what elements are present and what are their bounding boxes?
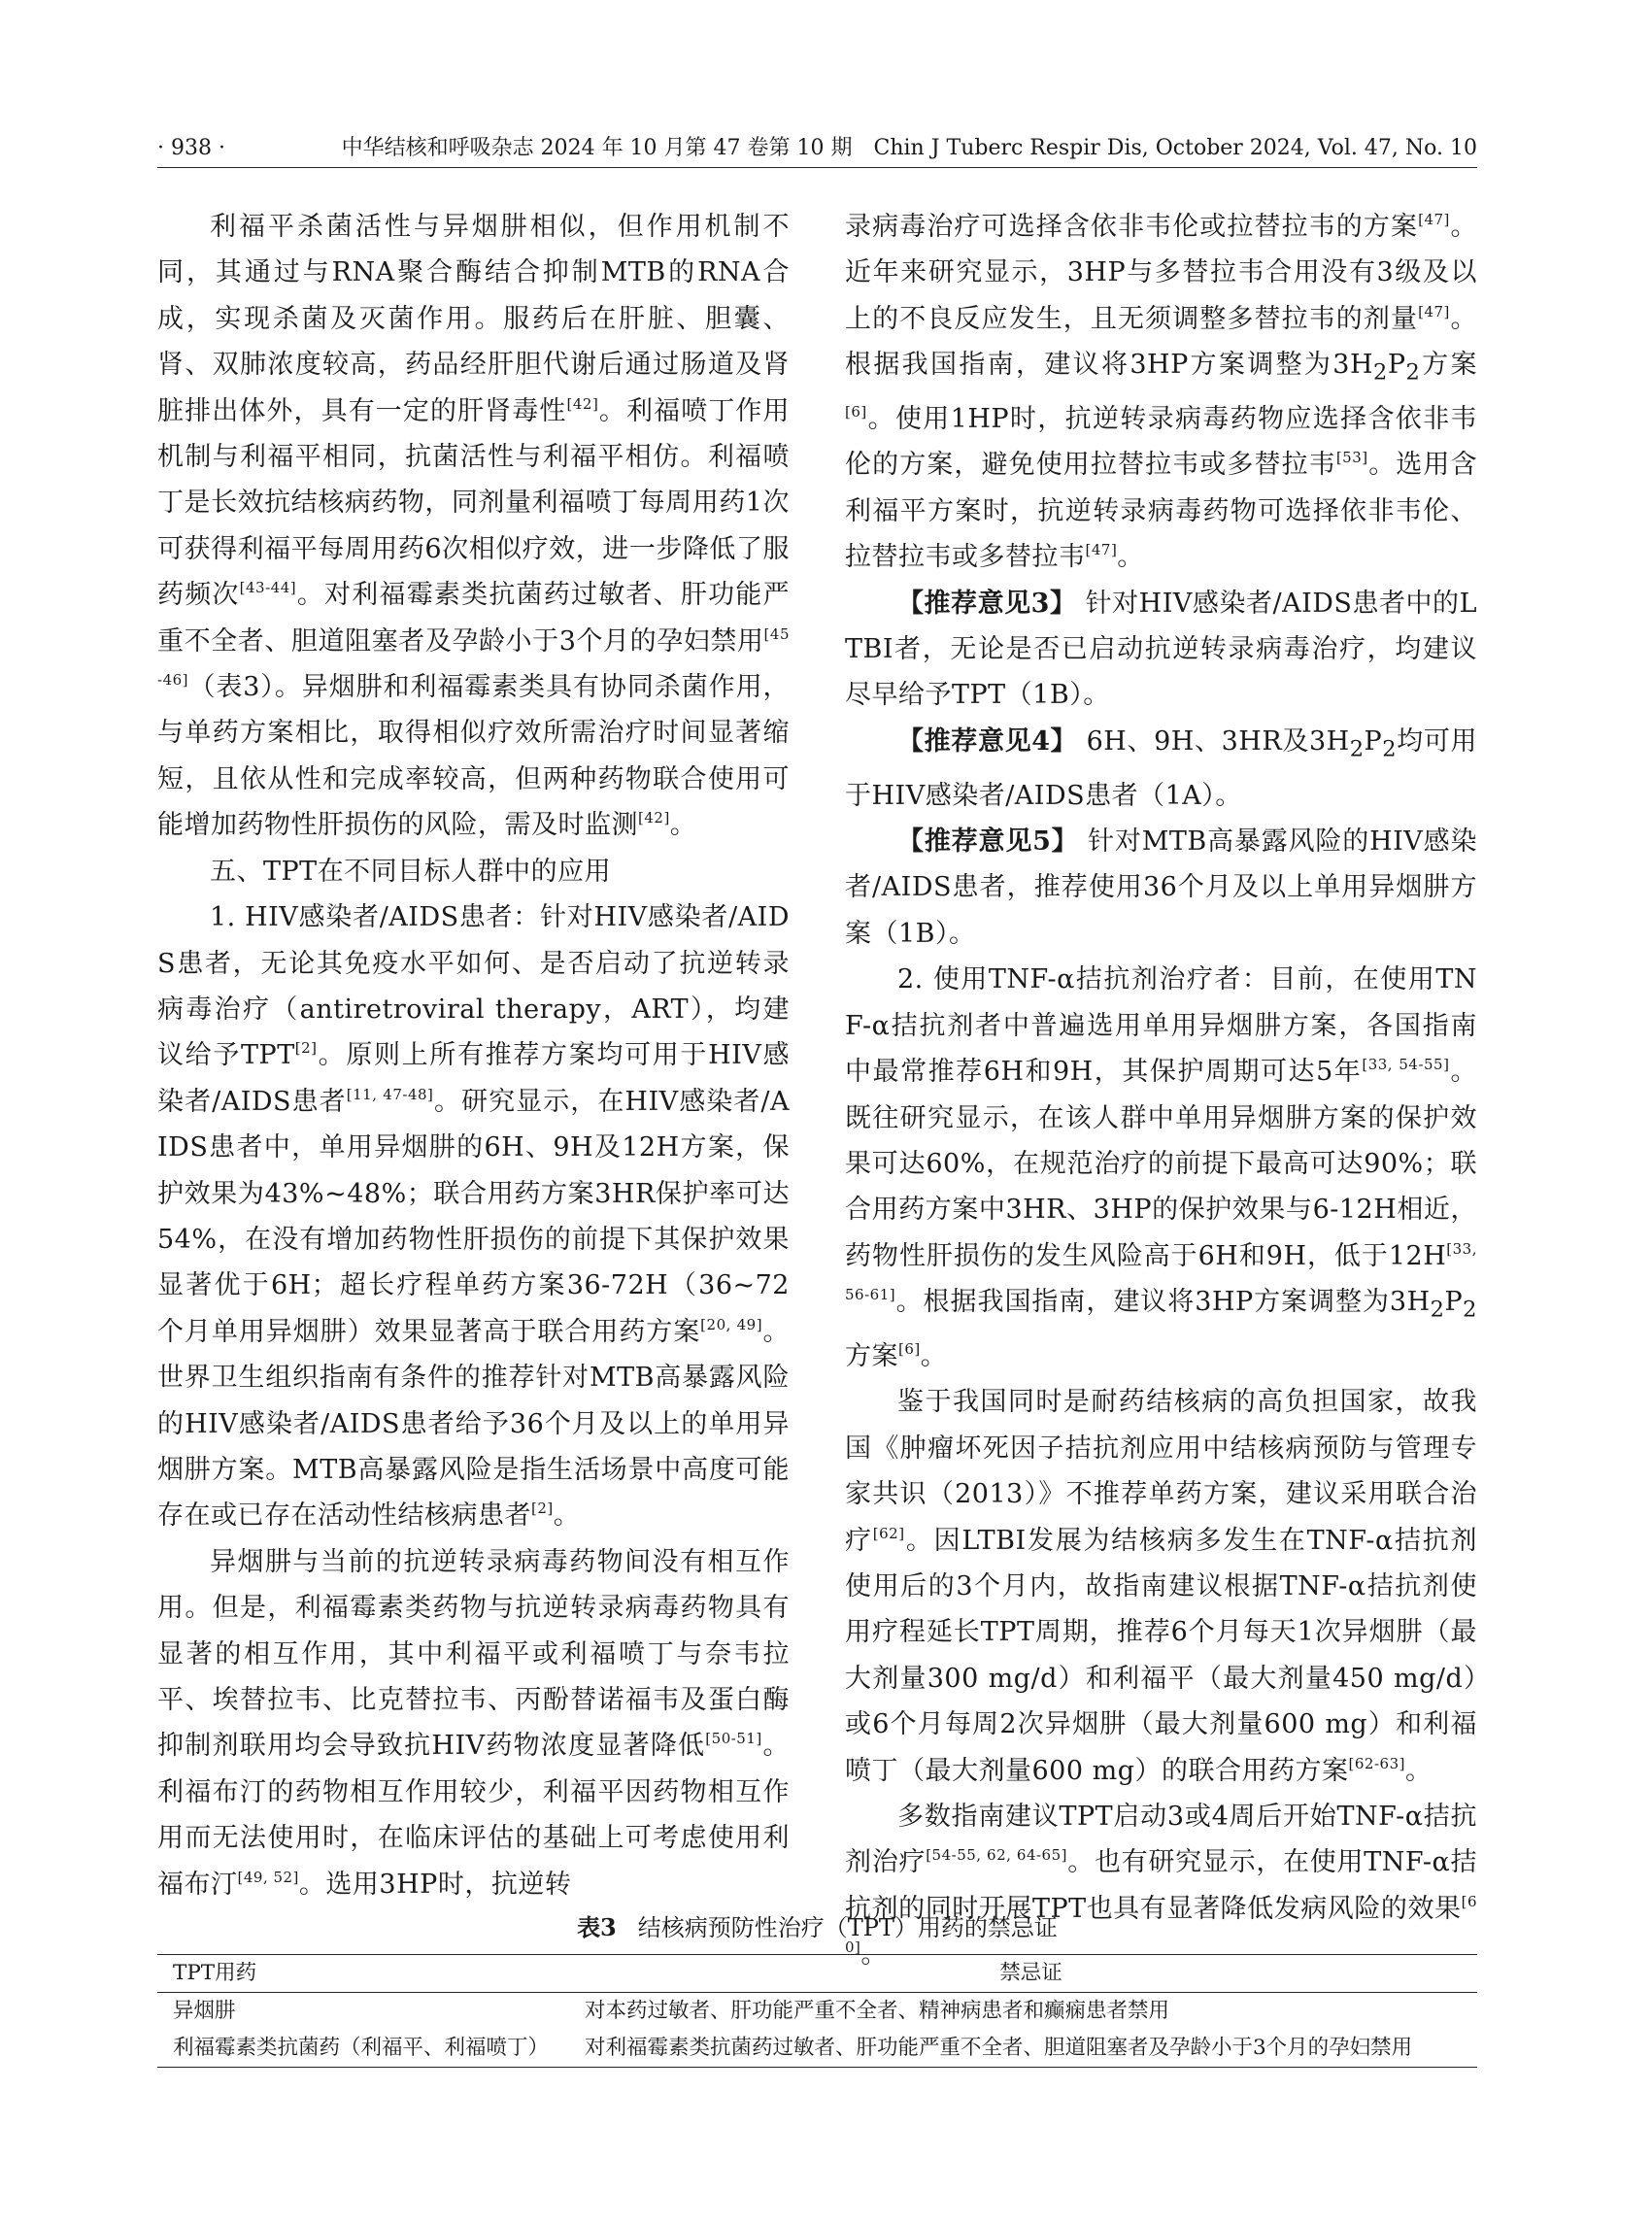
reference: [20, 49] xyxy=(700,1315,763,1333)
reference: [11, 47-48] xyxy=(346,1085,434,1103)
recommendation-5: 【推荐意见5】 针对MTB高暴露风险的HIV感染者/AIDS患者，推荐使用36个月及以上单用异烟肼方案（1B）。 xyxy=(845,826,1477,949)
table-header-row xyxy=(157,1954,1477,1992)
table-cell: 对本药过敏者、肝功能严重不全者、精神病患者和癫痫患者禁用 xyxy=(585,1999,1170,2023)
reference: [62] xyxy=(872,1524,905,1542)
reference: [42] xyxy=(566,394,599,413)
reference: [6] xyxy=(845,403,867,421)
reference: [6] xyxy=(898,1339,921,1358)
paragraph-hiv: 1. HIV感染者/AIDS患者：针对HIV感染者/AIDS患者，无论其免疫水平如何、是否启动了抗逆转录病毒治疗（antiretroviral therapy，ART），均建议给予TPT[2]。原则上所有推荐方案均可用于HIV感染者/AIDS患者[11, 47-48]。研究显示，在HIV感染者/AIDS患者中，单用异烟肼的6H、9H及12H方案，保护效果为43%~48%；联合用药方案3HR保护率可达54%，在没有增加药物性肝损伤的前提下其保护效果显著优于6H；超长疗程单药方案36-72H（36~72个月单用异烟肼）效果显著高于联合用药方案[20, 49]。世界卫生组织指南有条件的推荐针对MTB高暴露风险的HIV感染者/AIDS患者给予36个月及以上的单用异烟肼方案。MTB高暴露风险是指生活场景中高度可能存在或已存在活动性结核病患者[2]。 xyxy=(157,902,791,1532)
reference: [50-51] xyxy=(705,1730,762,1748)
header-rule xyxy=(157,167,1477,168)
paragraph-tnf: 2. 使用TNF-α拮抗剂治疗者：目前，在使用TNF-α拮抗剂者中普遍选用单用异烟肼方案，各国指南中最常推荐6H和9H，其保护周期可达5年[33, 54-55]。既往研究显示，在该人群中单用异烟肼方案的保护效果可达60%，在规范治疗的前提下最高可达90%；联合用药方案中3HR、3HP的保护效果与6-12H相近，药物性肝损伤的发生风险高于6H和9H，低于12H[33, 56-61]。根据我国指南，建议将3HP方案调整为$3H_2P_2$方案[6]。 xyxy=(845,964,1477,1371)
table-row xyxy=(157,1992,1477,2030)
recommendation-4: 【推荐意见4】 6H、9H、3HR及$3H_2P_2$均可用于HIV感染者/AIDS患者（1A）。 xyxy=(845,725,1477,811)
reference: [47] xyxy=(1418,211,1450,228)
paragraph-rifampicin: 利福平杀菌活性与异烟肼相似，但作用机制不同，其通过与RNA聚合酶结合抑制MTB的RNA合成，实现杀菌及灭菌作用。服药后在肝脏、胆囊、肾、双肺浓度较高，药品经肝胆代谢后通过肠道及肾脏排出体外，具有一定的肝肾毒性[42]。利福喷丁作用机制与利福平相同，抗菌活性与利福平相仿。利福喷丁是长效抗结核病药物，同剂量利福喷丁每周用药1次可获得利福平每周用药6次相似疗效，进一步降低了服药频次[43-44]。对利福霉素类抗菌药过敏者、肝功能严重不全者、胆道阻塞者及孕龄小于3个月的孕妇禁用[45-46]（表3）。异烟肼和利福霉素类具有协同杀菌作用，与单药方案相比，取得相似疗效所需治疗时间显著缩短，且依从性和完成率较高，但两种药物联合使用可能增加药物性肝损伤的风险，需及时监测[42]。 xyxy=(157,212,791,841)
reference: [47] xyxy=(1085,541,1118,559)
table-header-contraindication: 禁忌证 xyxy=(999,1961,1062,1985)
section-heading: 五、TPT在不同目标人群中的应用 xyxy=(210,856,612,887)
reference: [33, 56-61] xyxy=(845,1239,1477,1304)
contraindication-table xyxy=(157,1954,1477,2068)
table-title: 结核病预防性治疗（TPT）用药的禁忌证 xyxy=(637,1914,1058,1941)
paragraph-interactions: 异烟肼与当前的抗逆转录病毒药物间没有相互作用。但是，利福霉素类药物与抗逆转录病毒药物具有显著的相互作用，其中利福平或利福喷丁与奈韦拉平、埃替拉韦、比克替拉韦、丙酚替诺福韦及蛋白酶抑制剂联用均会导致抗HIV药物浓度显著降低[50-51]。利福布汀的药物相互作用较少，利福平因药物相互作用而无法使用时，在临床评估的基础上可考虑使用利福布汀[49, 52]。选用3HP时，抗逆转 xyxy=(157,1546,790,1900)
recommendation-label: 【推荐意见5】 xyxy=(897,826,1079,858)
paragraph-timing: 多数指南建议TPT启动3或4周后开始TNF-α拮抗剂治疗[54-55, 62, 64-65]。也有研究显示，在使用TNF-α拮抗剂的同时开展TPT也具有显著降低发病风险的效果[60]。 xyxy=(845,1801,1477,1971)
reference: [53] xyxy=(1335,449,1368,467)
paragraph-art-continued: 录病毒治疗可选择含依非韦伦或拉替拉韦的方案[47]。近年来研究显示，3HP与多替拉韦合用没有3级及以上的不良反应发生，且无须调整多替拉韦的剂量[47]。根据我国指南，建议将3HP方案调整为$3H_2P_2$方案[6]。使用1HP时，抗逆转录病毒药物应选择含依非韦伦的方案，避免使用拉替拉韦或多替拉韦[53]。选用含利福平方案时，抗逆转录病毒药物可选择依非韦伦、拉替拉韦或多替拉韦[47]。 xyxy=(845,211,1478,573)
reference: [42] xyxy=(638,809,670,827)
running-header xyxy=(157,134,1477,167)
left-column xyxy=(157,204,790,1907)
reference: [54-55, 62, 64-65] xyxy=(926,1846,1067,1865)
recommendation-label: 【推荐意见3】 xyxy=(897,588,1077,619)
reference: [47] xyxy=(1418,302,1450,320)
recommendation-label: 【推荐意见4】 xyxy=(897,725,1078,757)
table-number: 表3 xyxy=(577,1913,617,1941)
table-caption xyxy=(157,1911,1477,1944)
reference: [62-63] xyxy=(1348,1754,1405,1772)
reference: [43-44] xyxy=(239,579,297,597)
reference: [2] xyxy=(294,1039,318,1058)
table-header-drug: TPT用药 xyxy=(173,1961,257,1985)
table-row xyxy=(157,2030,1477,2068)
recommendation-3: 【推荐意见3】 针对HIV感染者/AIDS患者中的LTBI者，无论是否已启动抗逆转录病毒治疗，均建议尽早给予TPT（1B）。 xyxy=(845,588,1477,711)
table-cell: 利福霉素类抗菌药（利福平、利福喷丁） xyxy=(173,2036,550,2060)
reference: [2] xyxy=(531,1500,554,1518)
journal-citation: 中华结核和呼吸杂志 2024 年 10 月第 47 卷第 10 期 Chin J Tuberc Respir Dis, October 2024, Vol. 47, No. 10 xyxy=(341,136,1477,160)
reference: [33, 54-55] xyxy=(1362,1056,1450,1074)
table-cell: 异烟肼 xyxy=(173,1999,236,2023)
page-number: · 938 · xyxy=(157,136,225,160)
reference: [49, 52] xyxy=(237,1868,299,1886)
right-column xyxy=(845,204,1477,1978)
table-cell: 对利福霉素类抗菌药过敏者、肝功能严重不全者、胆道阻塞者及孕龄小于3个月的孕妇禁用 xyxy=(585,2036,1413,2060)
reference: [60] xyxy=(845,1892,1477,1957)
paragraph-china-consensus: 鉴于我国同时是耐药结核病的高负担国家，故我国《肿瘤坏死因子拮抗剂应用中结核病预防与管理专家共识（2013）》不推荐单药方案，建议采用联合治疗[62]。因LTBI发展为结核病多发生在TNF-α拮抗剂使用后的3个月内，故指南建议根据TNF-α拮抗剂使用疗程延长TPT周期，推荐6个月每天1次异烟肼（最大剂量300 mg/d）和利福平（最大剂量450 mg/d）或6个月每周2次异烟肼（最大剂量600 mg）和利福喷丁（最大剂量600 mg）的联合用药方案[62-63]。 xyxy=(845,1387,1477,1786)
reference: [45-46] xyxy=(157,624,790,690)
